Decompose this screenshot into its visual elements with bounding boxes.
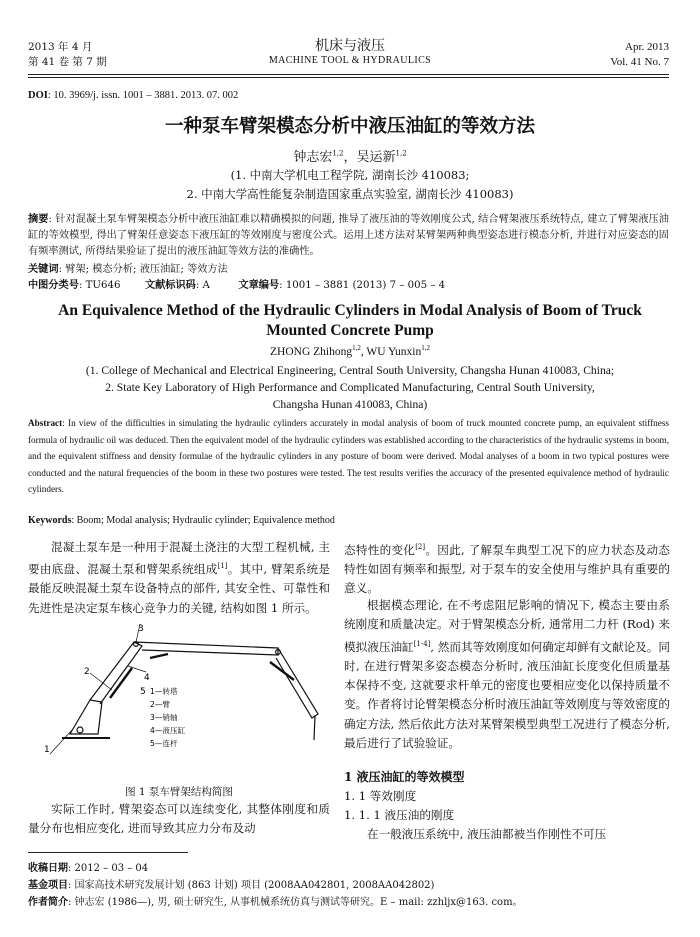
callout-4: 4 (144, 673, 150, 683)
header-issue-date: 2013 年 4 月 (28, 41, 93, 53)
header-date-en: Apr. 2013 (625, 41, 669, 53)
doi-value: : 10. 3969/j. issn. 1001 – 3881. 2013. 07. 002 (47, 90, 239, 101)
right-para-1-b: 。因此, 了解泵车典型工况下的应力状态及动态特性如固有频率和振型, 对于泵车的安全使用与维护具有重要的意义。 (344, 542, 670, 596)
keywords-cn (28, 261, 228, 278)
cylinder-1 (110, 668, 132, 698)
keywords-cn-label: 关键词 (28, 263, 59, 275)
left-para-1 (28, 538, 330, 618)
keywords-en-text: : Boom; Modal analysis; Hydraulic cylinder; Equivalence method (71, 515, 335, 526)
citation-2: [2] (415, 543, 426, 551)
boom-tip (314, 716, 315, 740)
abstract-en-label: Abstract (28, 418, 63, 428)
footnote-author-label: 作者简介 (28, 897, 68, 908)
turret-body (70, 700, 102, 734)
title-en-line2: Mounted Concrete Pump (266, 322, 434, 339)
author-en-2: WU Yunxin (366, 345, 422, 358)
abstract-en (28, 415, 669, 498)
cylinder-3 (270, 662, 294, 680)
article-number-label: 文章编号 (238, 279, 280, 291)
section-heading-1: 1 液压油缸的等效模型 (344, 770, 465, 784)
footnote-fund-label: 基金项目 (28, 880, 68, 891)
left-para-2: 实际工作时, 臂架姿态可以连续变化, 其整体刚度和质量分布也相应变化, 进而导致其应力分布及动 (28, 802, 330, 836)
left-para-1-a: 混凝土泵车是一种用于混凝土浇注的大型工程机械, 主要由底盘、混凝土泵和臂架系统组成 (28, 540, 330, 577)
author-en-1: ZHONG Zhihong (270, 345, 353, 358)
section-heading-1-1-1: 1. 1. 1 液压油的刚度 (344, 808, 455, 822)
abstract-cn-text: : 针对混凝土泵车臂架模态分析中液压油缸难以精确模拟的问题, 推导了液压油的等效刚度公式, 结合臂架液压系统特点, 建立了臂架液压油缸的等效模型, 得出了臂架任意姿态下液压缸的等效刚度与密度公式。运用上述方法对某臂架两种典型姿态进行模态分析, 并进行对应姿态的固有频率测试, 所得结果验证了提出的液压油缸等效方法的准确性。 (28, 214, 669, 258)
keywords-en (28, 513, 335, 530)
legend-item-4: 4—液压缸 (150, 726, 186, 735)
legend-item-5: 5—连杆 (150, 739, 178, 748)
footnote-fund (28, 876, 434, 891)
title-en-line1: An Equivalence Method of the Hydraulic Cylinders in Modal Analysis of Boom of Truck (58, 302, 642, 319)
footnote-fund-value: : 国家高技术研究发展计划 (863 计划) 项目 (2008AA042801, 2008AA042802) (68, 880, 435, 891)
section-heading-1-1: 1. 1 等效刚度 (344, 789, 417, 803)
author-en-1-sup: 1,2 (352, 344, 361, 352)
right-para-2 (344, 596, 670, 753)
affiliation-en-1: (1. College of Mechanical and Electrical Engineering, Central South University, Changsha Hunan 410083, China; (85, 364, 615, 377)
keywords-en-label: Keywords (28, 515, 72, 526)
footnote-rule (28, 852, 188, 853)
right-para-3: 在一般液压系统中, 液压油都被当作刚性不可压 (367, 827, 607, 841)
author-cn-1: 钟志宏 (293, 150, 333, 165)
footnote-received-value: : 2012 – 03 – 04 (68, 863, 149, 874)
authors-en: ZHONG Zhihong$^{1,2}$, WU Yunxin$^{1,2}$ (270, 344, 430, 358)
right-para-2-b: , 然而其等效刚度如何确定却鲜有文献论及。同时, 在进行臂架多姿态模态分析时, 液压油缸长度变化但质量基本保持不变, 这就要求杆单元的密度也要相应变化以保持质量不变。作者将讨论臂架模态分析时液压油缸等效刚度与等效密度的确定方法, 然后依此方法对某臂架模型典型工况进行了模态分析, 最后进行了试验验证。 (344, 639, 670, 750)
boom-section-1 (90, 642, 142, 704)
header-journal-en: MACHINE TOOL & HYDRAULICS (268, 55, 432, 66)
author-cn-2-sup: 1,2 (395, 149, 407, 158)
author-cn-2: 吴运新 (356, 150, 396, 165)
header-journal-cn: 机床与液压 (315, 38, 385, 54)
doccode-label: 文献标识码 (144, 279, 196, 291)
left-para-1-b: 。其中, 臂架系统是最能反映混凝土泵车设备特点的部件, 其安全性、可靠性和先进性是决定泵车核心竞争力的关键, 结构如图 1 所示。 (28, 562, 330, 615)
right-para-1-a: 态特性的变化 (344, 542, 416, 557)
footnote-author-value: : 钟志宏 (1986—), 男, 硕士研究生, 从事机械系统仿真与测试等研究。E – mail: zzhljx@163. com。 (68, 897, 523, 908)
right-para-1 (344, 538, 670, 599)
header-rule (28, 74, 669, 75)
boom-section-3 (276, 648, 318, 718)
header-volume: 第 41 卷 第 7 期 (28, 56, 107, 68)
abstract-cn (28, 211, 669, 261)
legend-item-2: 2—臂 (150, 700, 171, 709)
callout-3: 3 (138, 624, 144, 634)
footnote-received (28, 859, 148, 874)
authors-cn: 钟志宏$^{1,2}$，吴运新$^{1,2}$ (293, 149, 407, 165)
abstract-en-text: : In view of the difficulties in simulating the hydraulic cylinders accurately in modal analysis of boom of truck mounted concrete pump, an equivalent stiffness formula of hydraulic oil was deduced. Then the equivalent model of the hydraulic cylinders was established according to the characteristics of the hydraulic systems in boom, and the equivalent stiffness and density formulae of the hydraulic cylinders in any posture of boom were derived. Modal analyses of a boom in two typical postures were conducted and the natural frequencies of the boom in these two postures were tested. The test results verifies the accuracy of the presented equivalence method of hydraulic cylinders. (28, 418, 669, 494)
right-para-2-a: 根据模态理论, 在不考虑阻尼影响的情况下, 模态主要由系统刚度和质量决定。对于臂架模态分析, 通常用二力杆 (Rod) 来模拟液压油缸 (344, 598, 670, 654)
callout-2: 2 (84, 667, 90, 677)
legend-item-1: 1—转塔 (150, 687, 178, 696)
figure-1-boom-diagram (32, 622, 330, 755)
affiliation-cn-1: (1. 中南大学机电工程学院, 湖南长沙 410083; (230, 168, 470, 182)
figure-1-caption: 图 1 泵车臂架结构简图 (125, 786, 233, 798)
article-number-value: : 1001 – 3881 (2013) 7 – 005 – 4 (279, 280, 446, 291)
abstract-cn-label: 摘要 (28, 213, 49, 225)
doccode-value: : A (195, 280, 210, 291)
callout-5: 5 (140, 687, 146, 697)
header-rule-thin (28, 77, 669, 78)
affiliation-en-2: 2. State Key Laboratory of High Performance and Complicated Manufacturing, Central South University, (105, 381, 595, 394)
author-en-2-sup: 1,2 (421, 344, 430, 352)
header-volume-en: Vol. 41 No. 7 (610, 56, 669, 68)
affiliation-cn-2: 2. 中南大学高性能复杂制造国家重点实验室, 湖南长沙 410083) (186, 187, 514, 201)
doi (28, 90, 238, 101)
clc-label: 中图分类号 (28, 279, 79, 291)
citation-3: [1-4] (413, 639, 431, 648)
classification-cn (28, 277, 669, 294)
boom-section-2 (134, 642, 278, 655)
callout-1: 1 (44, 745, 50, 755)
clc-value: : TU646 (78, 280, 121, 291)
footnote-author (28, 893, 523, 908)
title-cn: 一种泵车臂架模态分析中液压油缸的等效方法 (164, 116, 535, 137)
keywords-cn-text: : 臂架; 模态分析; 液压油缸; 等效方法 (58, 264, 228, 275)
legend-item-3: 3—销轴 (150, 713, 178, 722)
footnote-received-label: 收稿日期 (28, 863, 68, 874)
citation-1: [1] (217, 562, 228, 571)
cylinder-2 (150, 654, 168, 658)
affiliation-en-3: Changsha Hunan 410083, China) (272, 398, 428, 411)
doi-label: DOI (28, 90, 48, 101)
author-cn-1-sup: 1,2 (332, 149, 344, 158)
